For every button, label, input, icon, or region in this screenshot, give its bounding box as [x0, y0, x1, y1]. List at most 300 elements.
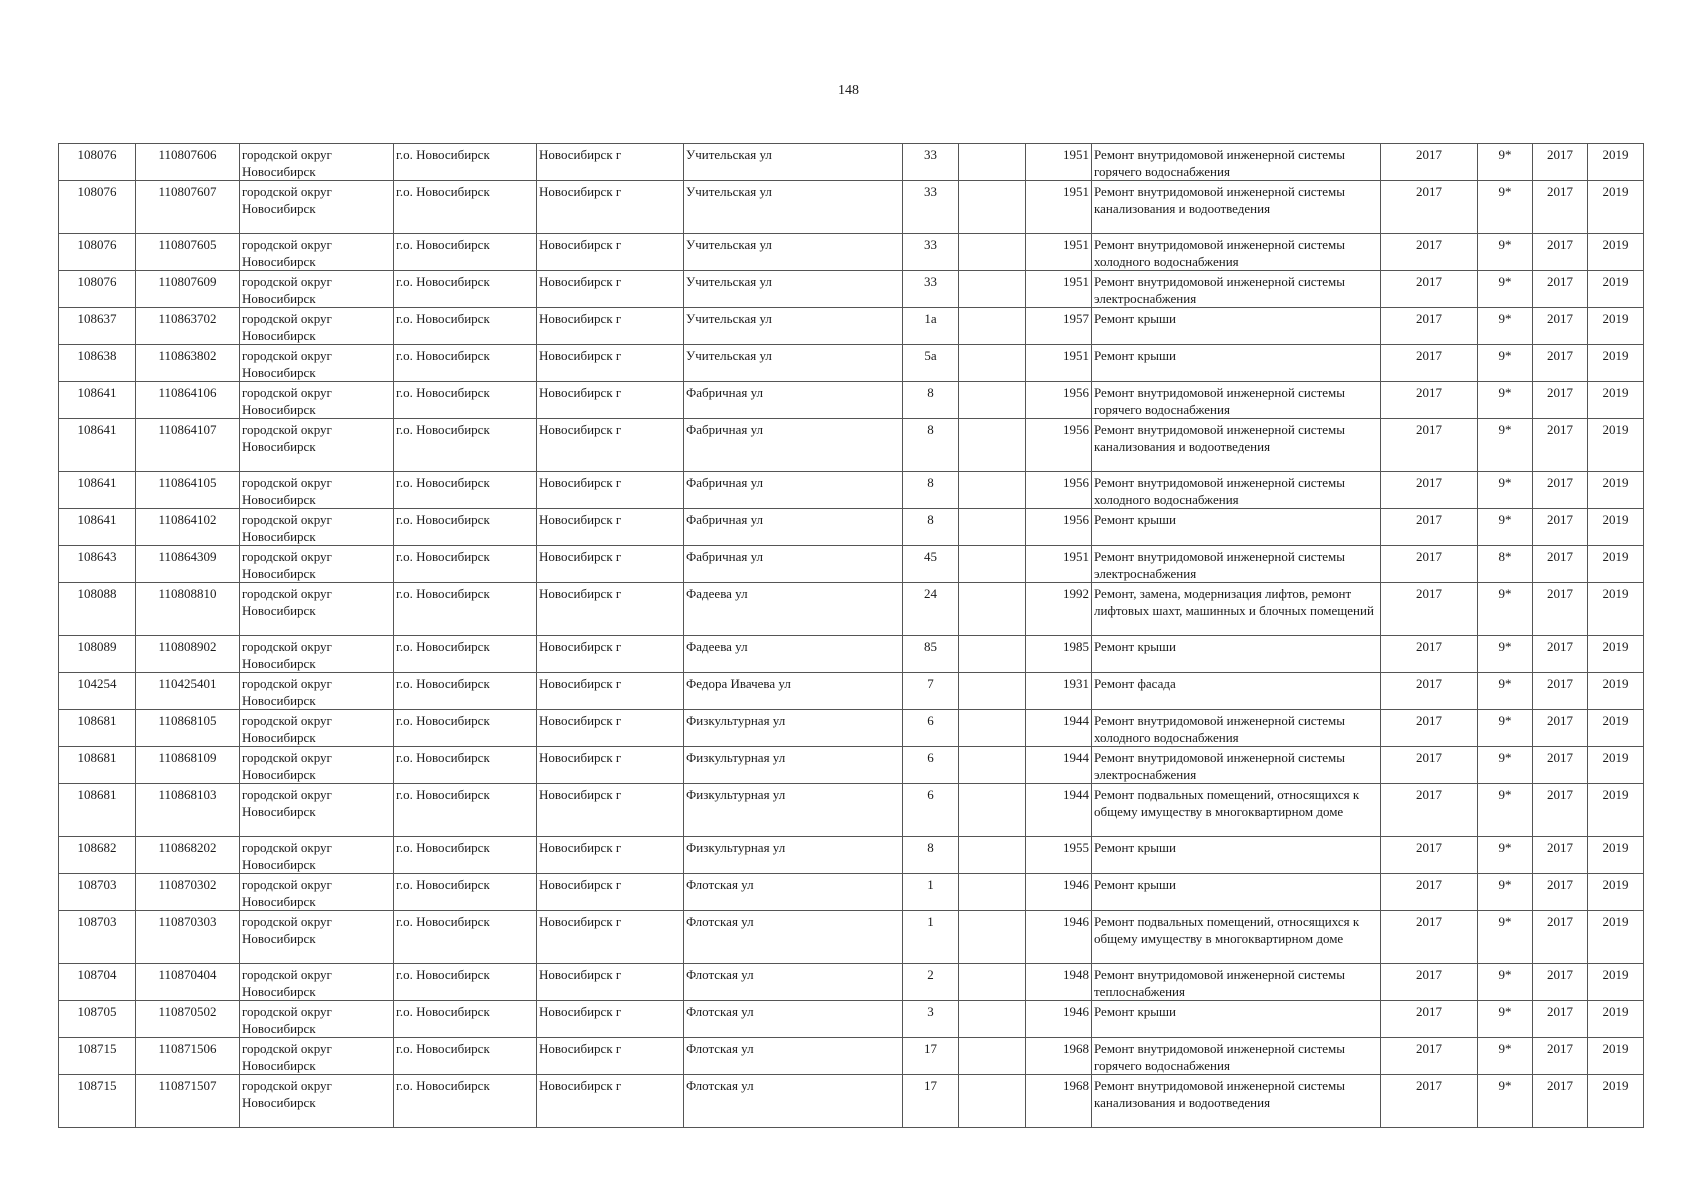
floors-cell: 9* — [1478, 747, 1533, 784]
plan-year-cell: 2017 — [1381, 419, 1478, 472]
plan-year-cell: 2017 — [1381, 636, 1478, 673]
municipality-cell: городской округ Новосибирск — [240, 673, 394, 710]
building-cell — [959, 1001, 1026, 1038]
end-year-cell: 2019 — [1588, 419, 1644, 472]
record-id-cell: 108681 — [59, 784, 136, 837]
house-number-cell: 33 — [903, 234, 959, 271]
city-cell: Новосибирск г — [537, 874, 684, 911]
house-number-cell: 33 — [903, 144, 959, 181]
work-code-cell: 110870302 — [136, 874, 240, 911]
table-body — [59, 144, 1644, 1128]
plan-year-cell: 2017 — [1381, 710, 1478, 747]
work-code-cell: 110864309 — [136, 546, 240, 583]
floors-cell: 9* — [1478, 382, 1533, 419]
municipality-cell: городской округ Новосибирск — [240, 710, 394, 747]
building-cell — [959, 911, 1026, 964]
work-type-cell: Ремонт крыши — [1092, 1001, 1381, 1038]
work-type-cell: Ремонт внутридомовой инженерной системы холодного водоснабжения — [1092, 472, 1381, 509]
municipality-cell: городской округ Новосибирск — [240, 837, 394, 874]
work-type-cell: Ремонт внутридомовой инженерной системы горячего водоснабжения — [1092, 382, 1381, 419]
municipality-cell: городской округ Новосибирск — [240, 874, 394, 911]
street-cell: Флотская ул — [684, 911, 903, 964]
house-number-cell: 17 — [903, 1075, 959, 1128]
work-type-cell: Ремонт крыши — [1092, 837, 1381, 874]
work-code-cell: 110868103 — [136, 784, 240, 837]
work-type-cell: Ремонт внутридомовой инженерной системы холодного водоснабжения — [1092, 710, 1381, 747]
city-cell: Новосибирск г — [537, 710, 684, 747]
record-id-cell: 108681 — [59, 747, 136, 784]
end-year-cell: 2019 — [1588, 583, 1644, 636]
city-cell: Новосибирск г — [537, 234, 684, 271]
end-year-cell: 2019 — [1588, 308, 1644, 345]
city-cell: Новосибирск г — [537, 509, 684, 546]
start-year-cell: 2017 — [1533, 1001, 1588, 1038]
city-cell: Новосибирск г — [537, 345, 684, 382]
work-code-cell: 110808810 — [136, 583, 240, 636]
house-number-cell: 1 — [903, 911, 959, 964]
work-code-cell: 110807605 — [136, 234, 240, 271]
year-built-cell: 1948 — [1026, 964, 1092, 1001]
repair-registry-table — [58, 143, 1644, 1128]
work-type-cell: Ремонт внутридомовой инженерной системы канализования и водоотведения — [1092, 181, 1381, 234]
start-year-cell: 2017 — [1533, 837, 1588, 874]
municipality-cell: городской округ Новосибирск — [240, 546, 394, 583]
start-year-cell: 2017 — [1533, 234, 1588, 271]
city-cell: Новосибирск г — [537, 308, 684, 345]
municipality-cell: городской округ Новосибирск — [240, 181, 394, 234]
municipality-cell: городской округ Новосибирск — [240, 1075, 394, 1128]
municipality-cell: городской округ Новосибирск — [240, 345, 394, 382]
settlement-cell: г.о. Новосибирск — [394, 419, 537, 472]
street-cell: Фадеева ул — [684, 636, 903, 673]
start-year-cell: 2017 — [1533, 911, 1588, 964]
work-code-cell: 110870404 — [136, 964, 240, 1001]
start-year-cell: 2017 — [1533, 345, 1588, 382]
work-type-cell: Ремонт крыши — [1092, 636, 1381, 673]
table-row — [59, 271, 1644, 308]
work-code-cell: 110808902 — [136, 636, 240, 673]
start-year-cell: 2017 — [1533, 583, 1588, 636]
settlement-cell: г.о. Новосибирск — [394, 964, 537, 1001]
floors-cell: 9* — [1478, 784, 1533, 837]
table-row — [59, 874, 1644, 911]
plan-year-cell: 2017 — [1381, 546, 1478, 583]
building-cell — [959, 144, 1026, 181]
building-cell — [959, 308, 1026, 345]
street-cell: Учительская ул — [684, 234, 903, 271]
building-cell — [959, 382, 1026, 419]
street-cell: Фабричная ул — [684, 419, 903, 472]
record-id-cell: 108638 — [59, 345, 136, 382]
table-row — [59, 747, 1644, 784]
work-type-cell: Ремонт фасада — [1092, 673, 1381, 710]
settlement-cell: г.о. Новосибирск — [394, 509, 537, 546]
street-cell: Учительская ул — [684, 345, 903, 382]
plan-year-cell: 2017 — [1381, 271, 1478, 308]
record-id-cell: 108076 — [59, 234, 136, 271]
house-number-cell: 24 — [903, 583, 959, 636]
municipality-cell: городской округ Новосибирск — [240, 472, 394, 509]
house-number-cell: 8 — [903, 509, 959, 546]
city-cell: Новосибирск г — [537, 583, 684, 636]
municipality-cell: городской округ Новосибирск — [240, 308, 394, 345]
building-cell — [959, 583, 1026, 636]
floors-cell: 9* — [1478, 181, 1533, 234]
year-built-cell: 1951 — [1026, 271, 1092, 308]
page-number: 148 — [838, 83, 859, 98]
year-built-cell: 1957 — [1026, 308, 1092, 345]
work-code-cell: 110870303 — [136, 911, 240, 964]
house-number-cell: 8 — [903, 382, 959, 419]
street-cell: Учительская ул — [684, 144, 903, 181]
record-id-cell: 108705 — [59, 1001, 136, 1038]
building-cell — [959, 964, 1026, 1001]
plan-year-cell: 2017 — [1381, 964, 1478, 1001]
record-id-cell: 108641 — [59, 419, 136, 472]
start-year-cell: 2017 — [1533, 1075, 1588, 1128]
work-code-cell: 110425401 — [136, 673, 240, 710]
work-type-cell: Ремонт внутридомовой инженерной системы канализования и водоотведения — [1092, 419, 1381, 472]
building-cell — [959, 673, 1026, 710]
year-built-cell: 1951 — [1026, 546, 1092, 583]
settlement-cell: г.о. Новосибирск — [394, 144, 537, 181]
end-year-cell: 2019 — [1588, 747, 1644, 784]
start-year-cell: 2017 — [1533, 747, 1588, 784]
work-code-cell: 110807606 — [136, 144, 240, 181]
house-number-cell: 2 — [903, 964, 959, 1001]
settlement-cell: г.о. Новосибирск — [394, 583, 537, 636]
plan-year-cell: 2017 — [1381, 472, 1478, 509]
street-cell: Фабричная ул — [684, 382, 903, 419]
end-year-cell: 2019 — [1588, 1038, 1644, 1075]
municipality-cell: городской округ Новосибирск — [240, 144, 394, 181]
city-cell: Новосибирск г — [537, 1038, 684, 1075]
work-code-cell: 110871506 — [136, 1038, 240, 1075]
year-built-cell: 1968 — [1026, 1038, 1092, 1075]
record-id-cell: 108643 — [59, 546, 136, 583]
settlement-cell: г.о. Новосибирск — [394, 874, 537, 911]
table-row — [59, 784, 1644, 837]
house-number-cell: 1 — [903, 874, 959, 911]
floors-cell: 9* — [1478, 673, 1533, 710]
end-year-cell: 2019 — [1588, 271, 1644, 308]
work-code-cell: 110863802 — [136, 345, 240, 382]
year-built-cell: 1946 — [1026, 1001, 1092, 1038]
building-cell — [959, 271, 1026, 308]
end-year-cell: 2019 — [1588, 345, 1644, 382]
building-cell — [959, 509, 1026, 546]
settlement-cell: г.о. Новосибирск — [394, 234, 537, 271]
house-number-cell: 8 — [903, 472, 959, 509]
house-number-cell: 6 — [903, 710, 959, 747]
work-type-cell: Ремонт крыши — [1092, 345, 1381, 382]
work-code-cell: 110807609 — [136, 271, 240, 308]
table-row — [59, 710, 1644, 747]
start-year-cell: 2017 — [1533, 710, 1588, 747]
table-row — [59, 911, 1644, 964]
table-row — [59, 837, 1644, 874]
street-cell: Флотская ул — [684, 1001, 903, 1038]
city-cell: Новосибирск г — [537, 144, 684, 181]
table-row — [59, 964, 1644, 1001]
end-year-cell: 2019 — [1588, 784, 1644, 837]
street-cell: Учительская ул — [684, 308, 903, 345]
record-id-cell: 108076 — [59, 181, 136, 234]
street-cell: Флотская ул — [684, 1038, 903, 1075]
house-number-cell: 1а — [903, 308, 959, 345]
city-cell: Новосибирск г — [537, 784, 684, 837]
plan-year-cell: 2017 — [1381, 1075, 1478, 1128]
plan-year-cell: 2017 — [1381, 874, 1478, 911]
work-code-cell: 110868105 — [136, 710, 240, 747]
year-built-cell: 1955 — [1026, 837, 1092, 874]
house-number-cell: 7 — [903, 673, 959, 710]
building-cell — [959, 419, 1026, 472]
end-year-cell: 2019 — [1588, 964, 1644, 1001]
table-row — [59, 673, 1644, 710]
start-year-cell: 2017 — [1533, 181, 1588, 234]
settlement-cell: г.о. Новосибирск — [394, 271, 537, 308]
end-year-cell: 2019 — [1588, 636, 1644, 673]
house-number-cell: 33 — [903, 181, 959, 234]
year-built-cell: 1951 — [1026, 181, 1092, 234]
start-year-cell: 2017 — [1533, 1038, 1588, 1075]
municipality-cell: городской округ Новосибирск — [240, 509, 394, 546]
record-id-cell: 108637 — [59, 308, 136, 345]
work-code-cell: 110868109 — [136, 747, 240, 784]
settlement-cell: г.о. Новосибирск — [394, 747, 537, 784]
year-built-cell: 1944 — [1026, 710, 1092, 747]
street-cell: Учительская ул — [684, 271, 903, 308]
city-cell: Новосибирск г — [537, 1001, 684, 1038]
plan-year-cell: 2017 — [1381, 308, 1478, 345]
city-cell: Новосибирск г — [537, 747, 684, 784]
work-code-cell: 110864102 — [136, 509, 240, 546]
end-year-cell: 2019 — [1588, 1001, 1644, 1038]
municipality-cell: городской округ Новосибирск — [240, 1001, 394, 1038]
house-number-cell: 33 — [903, 271, 959, 308]
work-code-cell: 110864107 — [136, 419, 240, 472]
municipality-cell: городской округ Новосибирск — [240, 382, 394, 419]
city-cell: Новосибирск г — [537, 964, 684, 1001]
year-built-cell: 1944 — [1026, 747, 1092, 784]
record-id-cell: 108076 — [59, 144, 136, 181]
building-cell — [959, 747, 1026, 784]
start-year-cell: 2017 — [1533, 546, 1588, 583]
end-year-cell: 2019 — [1588, 234, 1644, 271]
year-built-cell: 1968 — [1026, 1075, 1092, 1128]
municipality-cell: городской округ Новосибирск — [240, 271, 394, 308]
floors-cell: 9* — [1478, 308, 1533, 345]
building-cell — [959, 546, 1026, 583]
work-type-cell: Ремонт крыши — [1092, 874, 1381, 911]
city-cell: Новосибирск г — [537, 837, 684, 874]
end-year-cell: 2019 — [1588, 181, 1644, 234]
street-cell: Федора Ивачева ул — [684, 673, 903, 710]
municipality-cell: городской округ Новосибирск — [240, 747, 394, 784]
table-row — [59, 472, 1644, 509]
work-code-cell: 110868202 — [136, 837, 240, 874]
floors-cell: 9* — [1478, 1075, 1533, 1128]
street-cell: Фадеева ул — [684, 583, 903, 636]
settlement-cell: г.о. Новосибирск — [394, 1075, 537, 1128]
floors-cell: 9* — [1478, 1001, 1533, 1038]
start-year-cell: 2017 — [1533, 472, 1588, 509]
work-type-cell: Ремонт внутридомовой инженерной системы горячего водоснабжения — [1092, 1038, 1381, 1075]
work-code-cell: 110807607 — [136, 181, 240, 234]
building-cell — [959, 1038, 1026, 1075]
table-row — [59, 546, 1644, 583]
work-code-cell: 110870502 — [136, 1001, 240, 1038]
work-code-cell: 110863702 — [136, 308, 240, 345]
settlement-cell: г.о. Новосибирск — [394, 710, 537, 747]
start-year-cell: 2017 — [1533, 784, 1588, 837]
work-type-cell: Ремонт внутридомовой инженерной системы холодного водоснабжения — [1092, 234, 1381, 271]
end-year-cell: 2019 — [1588, 382, 1644, 419]
start-year-cell: 2017 — [1533, 271, 1588, 308]
municipality-cell: городской округ Новосибирск — [240, 964, 394, 1001]
floors-cell: 9* — [1478, 583, 1533, 636]
floors-cell: 9* — [1478, 234, 1533, 271]
start-year-cell: 2017 — [1533, 144, 1588, 181]
settlement-cell: г.о. Новосибирск — [394, 673, 537, 710]
table-row — [59, 509, 1644, 546]
record-id-cell: 108715 — [59, 1038, 136, 1075]
end-year-cell: 2019 — [1588, 546, 1644, 583]
plan-year-cell: 2017 — [1381, 583, 1478, 636]
building-cell — [959, 784, 1026, 837]
table-row — [59, 382, 1644, 419]
floors-cell: 8* — [1478, 546, 1533, 583]
year-built-cell: 1956 — [1026, 419, 1092, 472]
house-number-cell: 45 — [903, 546, 959, 583]
street-cell: Флотская ул — [684, 1075, 903, 1128]
record-id-cell: 108076 — [59, 271, 136, 308]
plan-year-cell: 2017 — [1381, 673, 1478, 710]
end-year-cell: 2019 — [1588, 837, 1644, 874]
settlement-cell: г.о. Новосибирск — [394, 382, 537, 419]
work-code-cell: 110864105 — [136, 472, 240, 509]
start-year-cell: 2017 — [1533, 419, 1588, 472]
settlement-cell: г.о. Новосибирск — [394, 911, 537, 964]
record-id-cell: 108641 — [59, 382, 136, 419]
work-type-cell: Ремонт внутридомовой инженерной системы горячего водоснабжения — [1092, 144, 1381, 181]
house-number-cell: 5а — [903, 345, 959, 382]
building-cell — [959, 472, 1026, 509]
start-year-cell: 2017 — [1533, 673, 1588, 710]
plan-year-cell: 2017 — [1381, 509, 1478, 546]
table-row — [59, 1038, 1644, 1075]
municipality-cell: городской округ Новосибирск — [240, 583, 394, 636]
city-cell: Новосибирск г — [537, 181, 684, 234]
settlement-cell: г.о. Новосибирск — [394, 181, 537, 234]
plan-year-cell: 2017 — [1381, 234, 1478, 271]
floors-cell: 9* — [1478, 911, 1533, 964]
end-year-cell: 2019 — [1588, 144, 1644, 181]
record-id-cell: 108703 — [59, 911, 136, 964]
municipality-cell: городской округ Новосибирск — [240, 1038, 394, 1075]
city-cell: Новосибирск г — [537, 419, 684, 472]
floors-cell: 9* — [1478, 419, 1533, 472]
building-cell — [959, 874, 1026, 911]
record-id-cell: 108641 — [59, 509, 136, 546]
plan-year-cell: 2017 — [1381, 144, 1478, 181]
year-built-cell: 1951 — [1026, 234, 1092, 271]
city-cell: Новосибирск г — [537, 911, 684, 964]
settlement-cell: г.о. Новосибирск — [394, 345, 537, 382]
year-built-cell: 1951 — [1026, 345, 1092, 382]
house-number-cell: 3 — [903, 1001, 959, 1038]
start-year-cell: 2017 — [1533, 308, 1588, 345]
street-cell: Физкультурная ул — [684, 837, 903, 874]
plan-year-cell: 2017 — [1381, 837, 1478, 874]
table-row — [59, 181, 1644, 234]
work-type-cell: Ремонт внутридомовой инженерной системы электроснабжения — [1092, 747, 1381, 784]
house-number-cell: 6 — [903, 784, 959, 837]
year-built-cell: 1956 — [1026, 472, 1092, 509]
work-type-cell: Ремонт крыши — [1092, 308, 1381, 345]
building-cell — [959, 345, 1026, 382]
house-number-cell: 8 — [903, 837, 959, 874]
floors-cell: 9* — [1478, 271, 1533, 308]
city-cell: Новосибирск г — [537, 271, 684, 308]
street-cell: Флотская ул — [684, 874, 903, 911]
floors-cell: 9* — [1478, 636, 1533, 673]
settlement-cell: г.о. Новосибирск — [394, 308, 537, 345]
settlement-cell: г.о. Новосибирск — [394, 546, 537, 583]
end-year-cell: 2019 — [1588, 1075, 1644, 1128]
municipality-cell: городской округ Новосибирск — [240, 636, 394, 673]
house-number-cell: 8 — [903, 419, 959, 472]
record-id-cell: 108088 — [59, 583, 136, 636]
street-cell: Фабричная ул — [684, 546, 903, 583]
floors-cell: 9* — [1478, 345, 1533, 382]
plan-year-cell: 2017 — [1381, 747, 1478, 784]
municipality-cell: городской округ Новосибирск — [240, 419, 394, 472]
start-year-cell: 2017 — [1533, 509, 1588, 546]
table-row — [59, 308, 1644, 345]
start-year-cell: 2017 — [1533, 874, 1588, 911]
record-id-cell: 108682 — [59, 837, 136, 874]
year-built-cell: 1931 — [1026, 673, 1092, 710]
settlement-cell: г.о. Новосибирск — [394, 1001, 537, 1038]
street-cell: Фабричная ул — [684, 509, 903, 546]
street-cell: Фабричная ул — [684, 472, 903, 509]
street-cell: Физкультурная ул — [684, 710, 903, 747]
work-type-cell: Ремонт подвальных помещений, относящихся к общему имуществу в многоквартирном доме — [1092, 784, 1381, 837]
street-cell: Физкультурная ул — [684, 747, 903, 784]
start-year-cell: 2017 — [1533, 964, 1588, 1001]
floors-cell: 9* — [1478, 472, 1533, 509]
floors-cell: 9* — [1478, 509, 1533, 546]
floors-cell: 9* — [1478, 144, 1533, 181]
settlement-cell: г.о. Новосибирск — [394, 784, 537, 837]
work-type-cell: Ремонт внутридомовой инженерной системы теплоснабжения — [1092, 964, 1381, 1001]
record-id-cell: 108704 — [59, 964, 136, 1001]
start-year-cell: 2017 — [1533, 636, 1588, 673]
street-cell: Флотская ул — [684, 964, 903, 1001]
record-id-cell: 108703 — [59, 874, 136, 911]
settlement-cell: г.о. Новосибирск — [394, 837, 537, 874]
floors-cell: 9* — [1478, 1038, 1533, 1075]
work-type-cell: Ремонт, замена, модернизация лифтов, ремонт лифтовых шахт, машинных и блочных помещений — [1092, 583, 1381, 636]
work-type-cell: Ремонт внутридомовой инженерной системы канализования и водоотведения — [1092, 1075, 1381, 1128]
end-year-cell: 2019 — [1588, 509, 1644, 546]
work-type-cell: Ремонт внутридомовой инженерной системы электроснабжения — [1092, 271, 1381, 308]
table-row — [59, 144, 1644, 181]
building-cell — [959, 710, 1026, 747]
settlement-cell: г.о. Новосибирск — [394, 472, 537, 509]
